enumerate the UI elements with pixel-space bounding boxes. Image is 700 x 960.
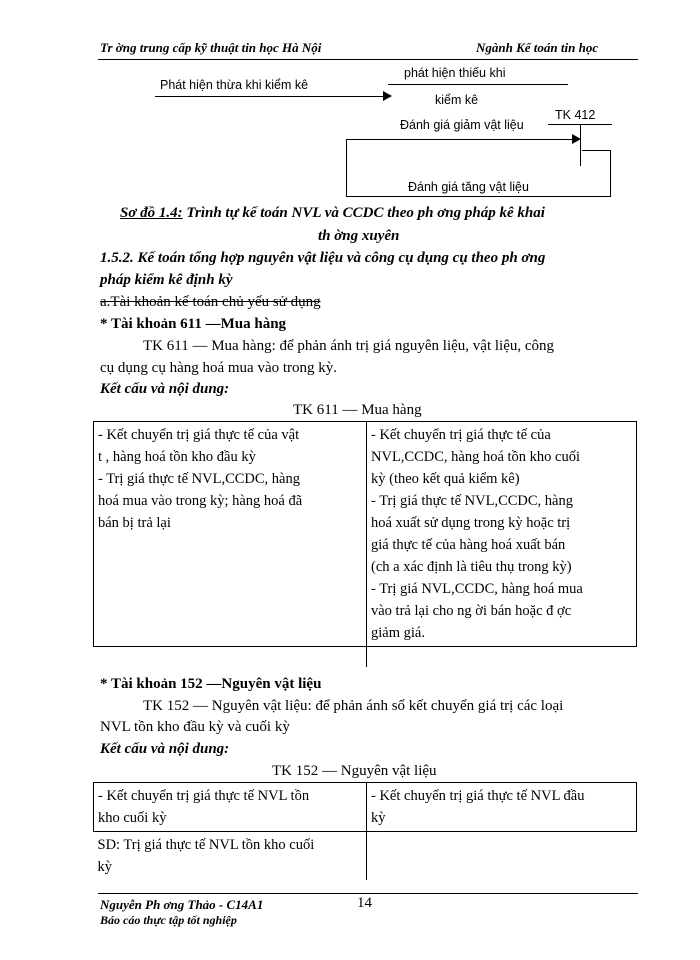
tk611-title: * Tài khoản 611 —Mua hàng	[100, 316, 287, 332]
table-cell-line: giảm giá.	[371, 625, 425, 641]
table-cell-line: SD: Trị giá thực tế NVL tồn kho cuối	[97, 837, 315, 853]
diagram-bottom-line	[346, 196, 611, 197]
diagram-label-surplus: Phát hiện thừa khi kiểm kê	[160, 78, 309, 92]
table-cell-line: hoá xuất sử dụng trong kỳ hoặc trị	[371, 515, 571, 531]
table-cell-line: - Trị giá thực tế NVL,CCDC, hàng	[371, 493, 573, 509]
tk611-table-title: TK 611 — Mua hàng	[293, 402, 422, 418]
tk152-desc-1: TK 152 — Nguyên vật liệu: để phản ánh số kết chuyển giá trị các loại	[143, 698, 564, 714]
section-subheading: a.Tài khoản kế toán chủ yếu sử dụng	[100, 294, 321, 310]
tk152-table-row	[94, 783, 637, 832]
tk611-table	[93, 421, 637, 667]
tk611-credit-cell	[367, 422, 637, 647]
section-heading-1: 1.5.2. Kế toán tổng hợp nguyên vật liệu và công cụ dụng cụ theo ph ơng	[100, 250, 546, 266]
tk152-balance-cell	[94, 832, 367, 881]
tk611-desc-2: cụ dụng cụ hàng hoá mua vào trong kỳ.	[100, 360, 338, 376]
table-cell-line: NVL,CCDC, hàng hoá tồn kho cuối	[371, 449, 581, 465]
diagram-arrow-surplus	[155, 96, 385, 97]
table-cell-line: t , hàng hoá tồn kho đầu kỳ	[98, 449, 256, 465]
tk152-structure: Kết cấu và nội dung:	[100, 741, 230, 757]
table-cell-line: - Kết chuyển trị giá thực tế của	[371, 427, 551, 443]
tk152-credit-cell	[367, 783, 637, 832]
tk152-table-title: TK 152 — Nguyên vật liệu	[272, 763, 437, 779]
tk152-balance-list	[98, 834, 363, 878]
tk611-debit-list	[98, 424, 362, 534]
tk152-empty-cell	[367, 832, 637, 881]
diagram-label-increase: Đánh giá tăng vật liệu	[408, 180, 529, 194]
diagram-label-shortage-2: kiểm kê	[435, 93, 479, 107]
header-rule	[98, 59, 638, 60]
table-cell-line: kho cuối kỳ	[98, 810, 167, 826]
tk611-empty-cell	[94, 647, 367, 667]
table-cell-line: hoá mua vào trong kỳ; hàng hoá đã	[98, 493, 303, 509]
tk152-debit-cell	[94, 783, 367, 832]
tk152-debit-list	[98, 785, 362, 829]
table-cell-line: vào trả lại cho ng ời bán hoặc đ ợc	[371, 603, 572, 619]
table-cell-line: - Trị giá thực tế NVL,CCDC, hàng	[98, 471, 300, 487]
tk611-debit-cell	[94, 422, 367, 647]
tk152-credit-list	[371, 785, 632, 829]
tk611-credit-list	[371, 424, 632, 644]
table-cell-line: kỳ (theo kết quả kiểm kê)	[371, 471, 520, 487]
tk152-title: * Tài khoản 152 —Nguyên vật liệu	[100, 676, 322, 692]
header-school: Tr ờng trung cấp kỹ thuật tin học Hà Nội	[100, 40, 322, 55]
footer-rule	[98, 893, 638, 894]
caption-text: Trình tự kế toán NVL và CCDC theo ph ơng pháp kê khai	[182, 205, 545, 221]
diagram-arrowhead-surplus	[383, 91, 392, 101]
tk611-empty-cell	[367, 647, 637, 667]
tk611-desc-1: TK 611 — Mua hàng: để phản ánh trị giá nguyên liệu, vật liệu, công	[143, 338, 555, 354]
tk152-balance-row	[94, 832, 637, 881]
table-cell-line: (ch a xác định là tiêu thụ trong kỳ)	[371, 559, 572, 575]
footer-author: Nguyễn Ph ơng Thảo - C14A1	[100, 897, 264, 912]
diagram-label-shortage-1: phát hiện thiếu khi	[404, 66, 506, 80]
tk611-table-row-empty	[94, 647, 637, 667]
tk611-table-row	[94, 422, 637, 647]
tk152-desc-2: NVL tồn kho đầu kỳ và cuối kỳ	[100, 719, 290, 735]
diagram-left-vertical	[346, 139, 347, 197]
table-cell-line: giá thực tế của hàng hoá xuất bán	[371, 537, 566, 553]
table-cell-line: - Kết chuyển trị giá thực tế NVL tồn	[98, 788, 310, 804]
diagram-right-vertical	[610, 150, 611, 197]
tk611-structure: Kết cấu và nội dung:	[100, 381, 230, 397]
diagram-caption-line2: th ờng xuyên	[318, 228, 400, 244]
table-cell-line: kỳ	[97, 859, 112, 875]
header-department: Ngành Kế toán tin học	[476, 40, 599, 55]
footer-report: Báo cáo thực tập tốt nghiệp	[100, 913, 237, 927]
diagram-tk412-vertical	[580, 124, 581, 166]
diagram-caption-line1	[120, 205, 545, 222]
table-cell-line: bán bị trả lại	[98, 515, 171, 531]
footer-page-number: 14	[357, 895, 372, 911]
diagram-line-shortage	[388, 84, 568, 85]
caption-label: Sơ đồ 1.4:	[120, 205, 183, 221]
diagram-account-tk412: TK 412	[555, 108, 596, 122]
diagram-arrowhead-decrease	[572, 134, 581, 144]
section-heading-2: pháp kiểm kê định kỳ	[100, 272, 233, 288]
table-cell-line: - Trị giá NVL,CCDC, hàng hoá mua	[371, 581, 583, 597]
diagram-label-decrease: Đánh giá giảm vật liệu	[400, 118, 524, 132]
diagram-arrow-decrease	[346, 139, 576, 140]
table-cell-line: - Kết chuyển trị giá thực tế của vật	[98, 427, 300, 443]
table-cell-line: - Kết chuyển trị giá thực tế NVL đầu	[371, 788, 585, 804]
diagram-right-stub	[582, 150, 610, 151]
tk152-table	[93, 782, 637, 880]
table-cell-line: kỳ	[371, 810, 386, 826]
